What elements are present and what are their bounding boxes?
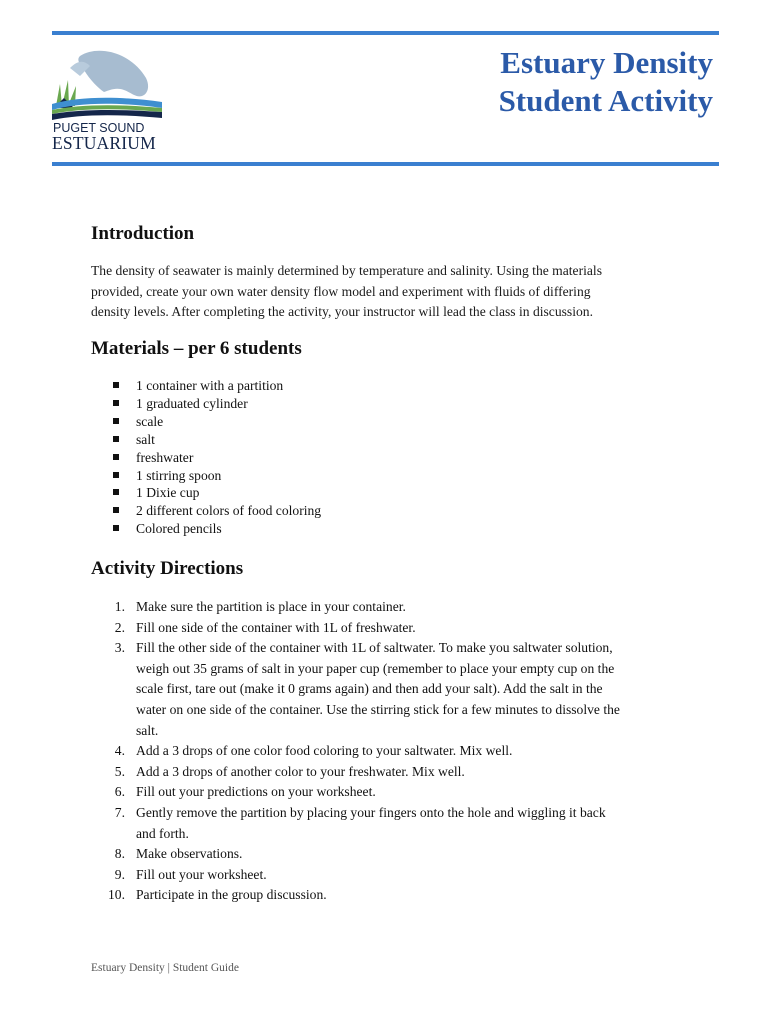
step-number: 1. [114,599,125,614]
step-text-line: scale first, tare out (make it 0 grams again) and then add your salt). Add the salt in the [136,681,603,697]
direction-step [91,762,691,783]
step-number: 8. [114,846,125,862]
step-text-line: Gently remove the partition by placing your fingers onto the hole and wiggling it back [136,804,606,820]
materials-item [91,413,321,431]
square-bullet-icon [113,489,119,495]
heron-water-icon [50,46,170,122]
step-number: 9. [114,866,125,882]
intro-paragraph [91,261,691,323]
heading-activity-directions: Activity Directions [91,558,244,579]
materials-item [91,449,321,467]
materials-item [91,377,321,395]
step-text-line: Fill one side of the container with 1L of freshwater. [136,619,416,635]
square-bullet-icon [113,436,119,442]
materials-item-text: Colored pencils [136,521,222,537]
direction-step [91,597,691,618]
document-title [499,44,713,120]
direction-step [91,618,691,639]
intro-line-3: density levels. After completing the activity, your instructor will lead the class in discussion. [91,304,593,320]
step-number: 2. [114,619,125,635]
intro-line-2: provided, create your own water density flow model and experiment with fluids of differing [91,283,591,299]
direction-step [91,885,691,906]
materials-item-text: 1 Dixie cup [136,485,200,501]
square-bullet-icon [113,525,119,531]
step-number: 4. [114,743,125,759]
puget-sound-estuarium-logo [50,46,170,153]
direction-step [91,741,691,762]
page-footer: Estuary Density | Student Guide [91,962,239,974]
square-bullet-icon [113,400,119,406]
step-text-line: Participate in the group discussion. [136,887,327,903]
direction-step [91,638,691,741]
step-text-line: Make observations. [136,846,243,862]
materials-item [91,467,321,485]
header-top-rule [52,31,719,35]
title-line-1: Estuary Density [500,45,713,80]
step-text-line: weigh out 35 grams of salt in your paper cup (remember to place your empty cup on the [136,660,615,676]
materials-item [91,431,321,449]
heading-introduction: Introduction [91,223,195,244]
materials-item [91,502,321,520]
materials-list [91,377,321,538]
title-line-2: Student Activity [498,83,713,118]
square-bullet-icon [113,382,119,388]
logo-text-puget-sound: PUGET SOUND [53,121,145,135]
step-number: 10. [108,887,125,903]
heading-materials: Materials – per 6 students [91,338,302,359]
direction-step [91,782,691,803]
materials-item [91,520,321,538]
materials-item-text: 1 graduated cylinder [136,395,248,411]
step-text-line: Add a 3 drops of another color to your freshwater. Mix well. [136,763,465,779]
step-text-line: Make sure the partition is place in your container. [136,599,406,614]
step-number: 6. [114,784,125,800]
intro-line-1: The density of seawater is mainly determined by temperature and salinity. Using the materials [91,263,602,278]
materials-item-text: salt [136,431,155,447]
direction-step [91,803,691,844]
materials-item [91,484,321,502]
step-text-line: Fill out your worksheet. [136,866,267,882]
step-text-line: Fill out your predictions on your worksheet. [136,784,376,800]
logo-text-estuarium: ESTUARIUM [52,133,156,153]
direction-step [91,844,691,865]
materials-item-text: 1 stirring spoon [136,467,222,483]
square-bullet-icon [113,472,119,478]
step-text-line: Fill the other side of the container with 1L of saltwater. To make you saltwater solution, [136,640,613,656]
materials-item-text: scale [136,413,164,429]
square-bullet-icon [113,454,119,460]
step-text-line: and forth. [136,825,189,841]
square-bullet-icon [113,507,119,513]
step-number: 5. [114,763,125,779]
materials-item-text: 2 different colors of food coloring [136,503,322,519]
materials-item-text: 1 container with a partition [136,378,284,393]
step-number: 7. [114,804,125,820]
step-text-line: water on one side of the container. Use the stirring stick for a few minutes to dissolve the [136,701,620,717]
step-text-line: salt. [136,722,159,738]
step-text-line: Add a 3 drops of one color food coloring to your saltwater. Mix well. [136,743,513,759]
materials-item-text: freshwater [136,449,194,465]
directions-list [91,597,691,906]
square-bullet-icon [113,418,119,424]
materials-item [91,395,321,413]
direction-step [91,865,691,886]
header-bottom-rule [52,162,719,166]
step-number: 3. [114,640,125,656]
